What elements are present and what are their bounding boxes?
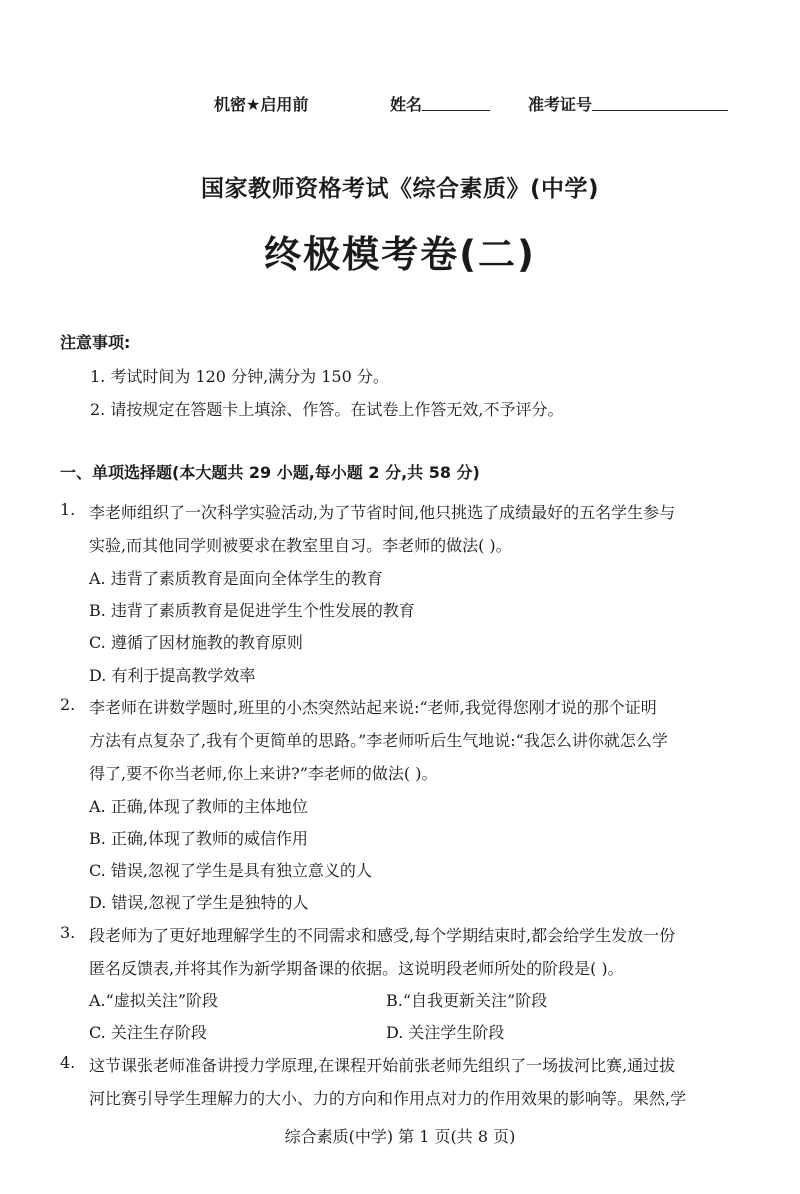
option-a: A. 正确,体现了教师的主体地位 (89, 797, 308, 816)
notice-item: 2. 请按规定在答题卡上填涂、作答。在试卷上作答无效,不予评分。 (90, 400, 564, 419)
option-d: D. 错误,忽视了学生是独特的人 (89, 893, 309, 912)
option-c: C. 遵循了因材施教的教育原则 (89, 633, 303, 652)
question-text-line: 方法有点复杂了,我有个更简单的思路。”李老师听后生气地说:“我怎么讲你就怎么学 (89, 731, 668, 750)
notice-item: 1. 考试时间为 120 分钟,满分为 150 分。 (90, 367, 389, 386)
option-a: A. 违背了素质教育是面向全体学生的教育 (89, 569, 383, 588)
option-d: D. 关注学生阶段 (386, 1023, 505, 1042)
name-label: 姓名 (390, 95, 423, 114)
name-field (390, 92, 422, 115)
exam-header (0, 92, 800, 116)
question-number: 4. (60, 1053, 76, 1072)
notice-heading: 注意事项: (60, 333, 131, 352)
question-number: 2. (60, 695, 76, 714)
question-text-line: 这节课张老师准备讲授力学原理,在课程开始前张老师先组织了一场拔河比赛,通过拔 (89, 1056, 676, 1075)
question-text-line: 河比赛引导学生理解力的大小、力的方向和作用点对力的作用效果的影响等。果然,学 (89, 1089, 687, 1108)
question-number: 3. (60, 923, 76, 942)
option-c: C. 错误,忽视了学生是具有独立意义的人 (89, 861, 372, 880)
name-blank (422, 92, 490, 111)
section-heading: 一、单项选择题(本大题共 29 小题,每小题 2 分,共 58 分) (60, 463, 480, 482)
exam-title: 国家教师资格考试《综合素质》(中学) (200, 176, 600, 202)
page-footer: 综合素质(中学) 第 1 页(共 8 页) (284, 1127, 516, 1146)
id-label: 准考证号 (528, 95, 593, 114)
option-c: C. 关注生存阶段 (89, 1023, 207, 1042)
question-text-line: 实验,而其他同学则被要求在教室里自习。李老师的做法( )。 (89, 536, 512, 555)
question-text-line: 得了,要不你当老师,你上来讲?”李老师的做法( )。 (89, 764, 438, 783)
question-text-line: 李老师组织了一次科学实验活动,为了节省时间,他只挑选了成绩最好的五名学生参与 (89, 503, 676, 522)
id-blank (592, 92, 728, 111)
option-b: B. 正确,体现了教师的威信作用 (89, 829, 309, 848)
option-a: A.“虚拟关注”阶段 (89, 991, 219, 1010)
option-b: B. 违背了素质教育是促进学生个性发展的教育 (89, 601, 415, 620)
exam-subtitle: 终极模考卷(二) (264, 233, 536, 276)
question-text-line: 段老师为了更好地理解学生的不同需求和感受,每个学期结束时,都会给学生发放一份 (89, 926, 676, 945)
question-text-line: 李老师在讲数学题时,班里的小杰突然站起来说:“老师,我觉得您刚才说的那个证明 (89, 698, 657, 717)
question-number: 1. (60, 500, 76, 519)
option-d: D. 有利于提高教学效率 (89, 666, 256, 685)
id-field (528, 92, 592, 115)
question-text-line: 匿名反馈表,并将其作为新学期备课的依据。这说明段老师所处的阶段是( )。 (89, 959, 624, 978)
option-b: B.“自我更新关注”阶段 (386, 991, 548, 1010)
confidential-label: 机密★启用前 (214, 95, 309, 114)
